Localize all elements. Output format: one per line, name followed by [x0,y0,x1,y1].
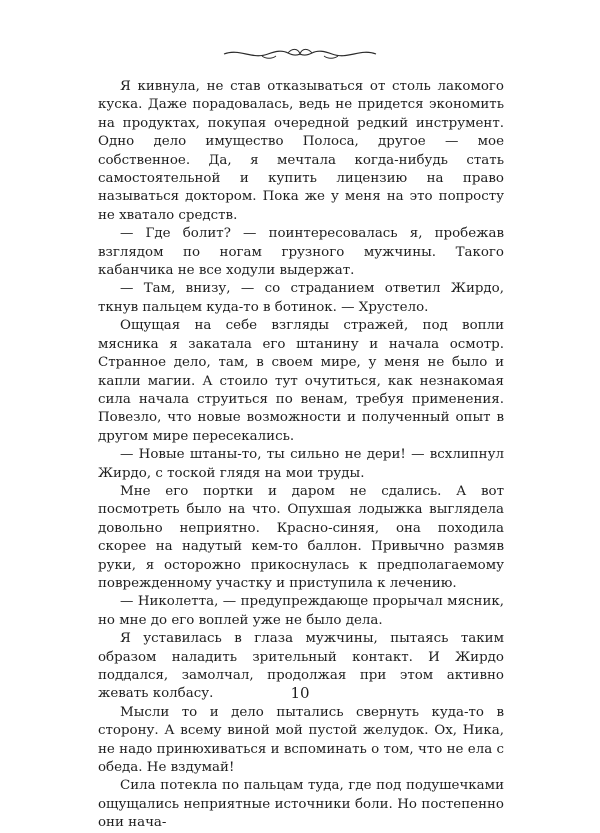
paragraph-4: Ощущая на себе взгляды стражей, под вопли мясника я закатала его штанину и начала осмотр. Странное дело, там, в своем мире, у меня не было и капли магии. А стоило тут очутиться, как незнакомая сила начала струиться по венам, требуя применения. Повезло, что новые возможности и полученный опыт в другом мире пересекались. [98,318,504,444]
paragraph-1: Я кивнула, не став отказываться от столь лакомого куска. Даже порадовалась, ведь не придется экономить на продуктах, покупая очередной редкий инструмент. Одно дело имущество Полоса, другое — мое собственное. Да, я мечтала когда-нибудь стать самостоятельной и купить лицензию на право называться доктором. Пока же у меня на это попросту не хватало средств. [98,79,504,223]
paragraph-3: — Там, внизу, — со страданием ответил Жирдо, ткнув пальцем куда-то в ботинок. — Хрустело. [98,281,504,315]
paragraph-7: — Николетта, — предупреждающе прорычал мясник, но мне до его воплей уже не было дела. [98,594,504,628]
page-number: 10 [290,684,310,702]
paragraph-2: — Где болит? — поинтересовалась я, пробежав взглядом по ногам грузного мужчины. Такого кабанчика не все ходули выдержат. [98,226,504,279]
paragraph-8: Я уставилась в глаза мужчины, пытаясь таким образом наладить зрительный контакт. И Жирдо поддался, замолчал, продолжая при этом активно жевать колбасу. [98,631,504,702]
paragraph-6: Мне его портки и даром не сдались. А вот посмотреть было на что. Опухшая лодыжка выглядела довольно неприятно. Красно-синяя, она походила скорее на надутый кем-то баллон. Привычно размяв руки, я осторожно прикоснулась к предполагаемому поврежденному участку и приступила к лечению. [98,483,504,591]
paragraph-9: Мысли то и дело пытались свернуть куда-то в сторону. А всему виной мой пустой желудок. Ох, Ника, не надо принюхиваться и вспоминать о том, что не ела с обеда. Не вздумай! [98,704,504,776]
paragraph-5: — Новые штаны-то, ты сильно не дери! — всхлипнул Жирдо, с тоской глядя на мои труды. [98,447,504,481]
body-text [98,78,504,833]
paragraph-10: Сила потекла по пальцам туда, где под подушечками ощущались неприятные источники боли. Но постепенно они нача- [98,778,504,831]
ornament-divider-icon [222,44,378,64]
